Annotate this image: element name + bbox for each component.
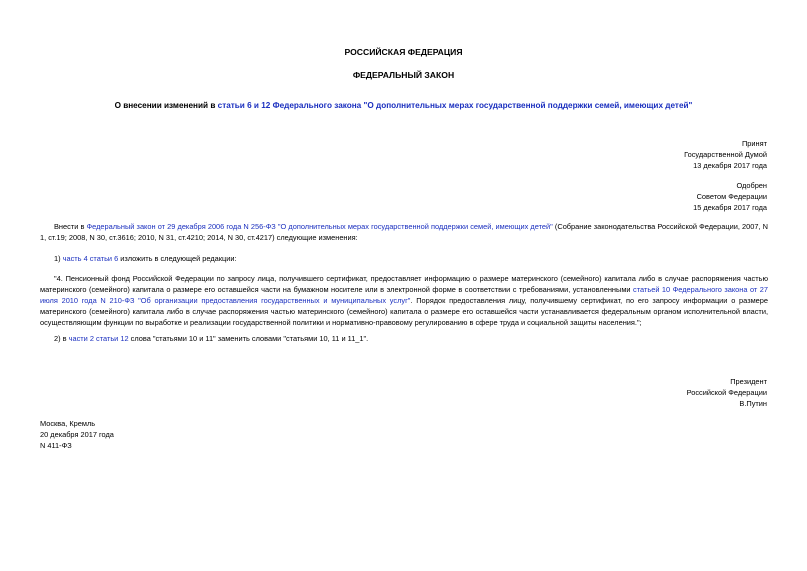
law-title-link[interactable]: статьи 6 и 12 Федерального закона "О дополнительных мерах государственной поддержки семей, имеющих детей" [217, 101, 693, 110]
quote-paragraph [40, 273, 768, 329]
intro-paragraph [40, 221, 768, 243]
intro-text: Внести в [54, 222, 87, 231]
item-1-text: изложить в следующей редакции: [118, 254, 237, 263]
law-title-prefix: О внесении изменений в [114, 101, 218, 110]
law-title [0, 100, 807, 112]
approved-block [693, 180, 767, 213]
signature-name: В.Путин [739, 399, 767, 409]
approved-body: Советом Федерации [696, 192, 767, 202]
item-1 [40, 253, 768, 264]
item-2 [40, 333, 768, 344]
law-number: N 411-ФЗ [40, 441, 72, 451]
quote-text-rest: . Порядок предоставления лицу, получившему сертификат, по его запросу информации о размере материнского (семейного) капитала либо в случае распоряжения частью материнского (семейного) капитала о размере его оставшейся части устанавливается федеральным органом исполнительной власти, осуществляющим функции по выработке и реализации государственной политики и нормативно-правовому регулированию в сфере труда и социальной защиты населения."; [40, 296, 768, 328]
place-block [40, 418, 114, 451]
quote-law-link[interactable]: статьей 10 Федерального закона от 27 июля 2010 года N 210-ФЗ "Об организации предоставления государственных и муниципальных услуг" [40, 285, 768, 306]
adopted-body: Государственной Думой [684, 150, 767, 160]
place-city: Москва, Кремль [40, 419, 96, 428]
signature-title: Президент [730, 377, 767, 386]
item-2-text-rest: слова "статьями 10 и 11" заменить словами "статьями 10, 11 и 11_1". [128, 334, 369, 343]
item-1-num: 1) [54, 254, 63, 263]
country-heading: РОССИЙСКАЯ ФЕДЕРАЦИЯ [344, 47, 463, 57]
signature-block [687, 376, 767, 409]
item-2-text: 2) в [54, 334, 69, 343]
signature-country: Российской Федерации [686, 388, 767, 398]
doc-type-heading: ФЕДЕРАЛЬНЫЙ ЗАКОН [352, 70, 455, 80]
quote-text: "4. Пенсионный фонд Российской Федерации по запросу лица, получившего сертификат, предоставляет информацию о размере материнского (семейного) капитала либо в случае распоряжения частью материнского (семейного) капитала о размере его оставшейся части на бумажном носителе или в электронной форме в соответствии с требованиями, установленными [40, 274, 768, 295]
approved-label: Одобрен [736, 181, 767, 190]
approved-date: 15 декабря 2017 года [693, 203, 767, 213]
place-date: 20 декабря 2017 года [40, 430, 114, 440]
item-2-link[interactable]: части 2 статьи 12 [68, 334, 129, 343]
item-1-link[interactable]: часть 4 статьи 6 [62, 254, 119, 263]
adopted-block [684, 138, 767, 171]
intro-text-rest: (Собрание законодательства Российской Федерации, 2007, N 1, ст.19; 2008, N 30, ст.3616; 2010, N 31, ст.4210; 2014, N 30, ст.4217) следующие изменения: [40, 222, 769, 243]
adopted-label: Принят [741, 139, 767, 148]
intro-law-link[interactable]: Федеральный закон от 29 декабря 2006 года N 256-ФЗ "О дополнительных мерах государственной поддержки семей, имеющих детей" [86, 222, 553, 231]
adopted-date: 13 декабря 2017 года [693, 161, 767, 171]
